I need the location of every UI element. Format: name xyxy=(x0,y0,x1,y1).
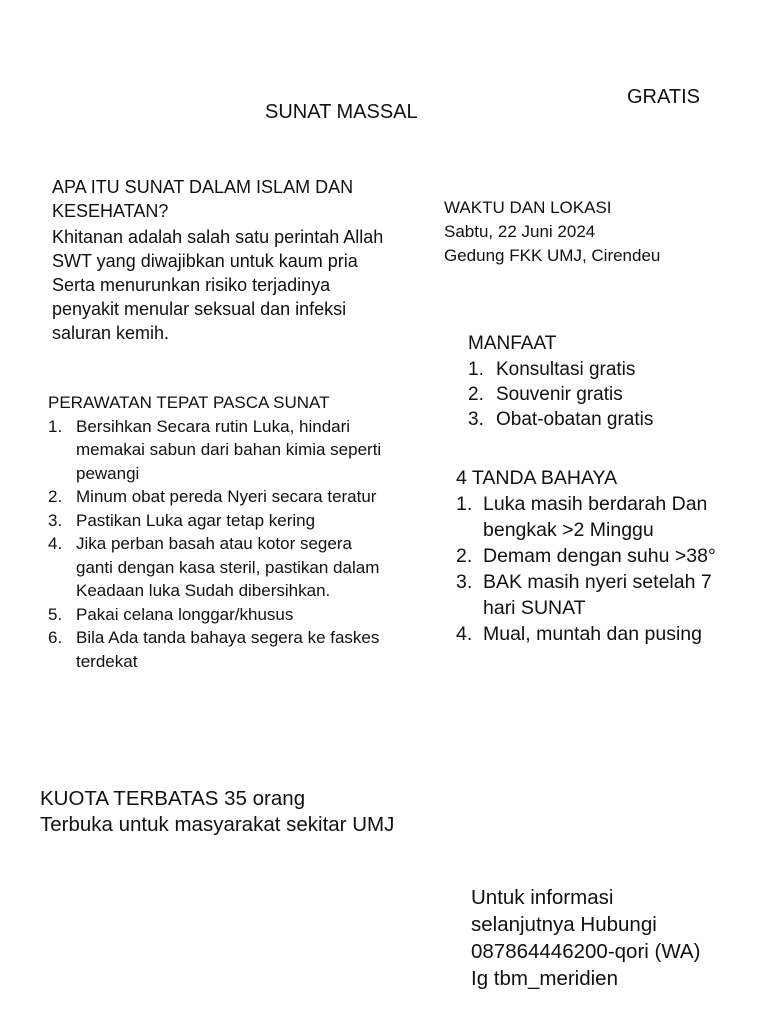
benefit-label: Konsultasi gratis xyxy=(496,359,636,380)
list-number: 5. xyxy=(48,604,63,624)
schedule-heading: WAKTU DAN LOKASI xyxy=(444,198,612,217)
benefit-item xyxy=(468,357,748,382)
benefit-label: Souvenir gratis xyxy=(496,384,623,405)
aftercare-text: Pakai celana longgar/khusus xyxy=(76,604,294,624)
danger-item xyxy=(456,621,746,647)
benefit-item xyxy=(468,407,748,432)
aftercare-item xyxy=(48,603,388,627)
schedule-section xyxy=(444,196,744,268)
list-number: 3. xyxy=(456,571,473,593)
free-badge-text: GRATIS xyxy=(627,86,700,108)
list-number: 6. xyxy=(48,628,63,647)
list-number: 2. xyxy=(48,487,63,506)
aftercare-item xyxy=(48,532,388,603)
list-number: 2. xyxy=(468,384,484,405)
aftercare-text: Pastikan Luka agar tetap kering xyxy=(76,510,316,530)
page-title: SUNAT MASSAL xyxy=(265,101,418,123)
danger-text: Luka masih berdarah Dan bengkak >2 Minggu xyxy=(483,493,708,541)
list-number: 1. xyxy=(48,416,63,436)
aftercare-text: Bersihkan Secara rutin Luka, hindari memakai sabun dari bahan kimia seperti pewangi xyxy=(76,416,382,483)
quota-section xyxy=(40,786,394,838)
danger-item xyxy=(456,491,746,543)
list-number: 4. xyxy=(48,534,63,553)
danger-item xyxy=(456,569,746,621)
contact-phone: 087864446200-qori (WA) xyxy=(471,940,701,963)
quota-line-2: Terbuka untuk masyarakat sekitar UMJ xyxy=(40,813,395,836)
danger-list xyxy=(456,491,746,647)
aftercare-heading: PERAWATAN TEPAT PASCA SUNAT xyxy=(48,393,330,412)
benefits-heading: MANFAAT xyxy=(468,333,557,354)
about-body: Khitanan adalah salah satu perintah Allah SWT yang diwajibkan untuk kaum pria Serta menurunkan risiko terjadinya penyakit menular seksual dan infeksi saluran kemih. xyxy=(52,227,384,343)
aftercare-list xyxy=(48,415,388,674)
schedule-place: Gedung FKK UMJ, Cirendeu xyxy=(444,246,661,265)
contact-line-1: Untuk informasi xyxy=(471,886,614,909)
danger-text: Demam dengan suhu >38° xyxy=(483,545,716,567)
aftercare-item xyxy=(48,415,388,486)
schedule-date: Sabtu, 22 Juni 2024 xyxy=(444,222,596,241)
aftercare-item xyxy=(48,485,388,509)
danger-text: Mual, muntah dan pusing xyxy=(483,623,702,645)
contact-instagram: Ig tbm_meridien xyxy=(471,967,618,990)
contact-section xyxy=(471,884,700,992)
list-number: 3. xyxy=(48,510,63,530)
list-number: 2. xyxy=(456,545,473,567)
list-number: 1. xyxy=(468,359,484,380)
benefit-label: Obat-obatan gratis xyxy=(496,409,654,430)
danger-item xyxy=(456,543,746,569)
list-number: 3. xyxy=(468,409,484,430)
aftercare-text: Bila Ada tanda bahaya segera ke faskes terdekat xyxy=(76,628,380,671)
aftercare-section xyxy=(48,391,388,673)
danger-section xyxy=(456,465,746,647)
danger-text: BAK masih nyeri setelah 7 hari SUNAT xyxy=(483,571,712,619)
about-section xyxy=(52,175,397,345)
benefit-item xyxy=(468,382,748,407)
benefits-list xyxy=(468,357,748,432)
benefits-section xyxy=(468,331,748,432)
aftercare-text: Minum obat pereda Nyeri secara teratur xyxy=(76,487,377,506)
about-heading: APA ITU SUNAT DALAM ISLAM DAN KESEHATAN? xyxy=(52,177,354,221)
danger-heading: 4 TANDA BAHAYA xyxy=(456,467,618,489)
aftercare-item xyxy=(48,626,388,673)
list-number: 4. xyxy=(456,623,473,645)
quota-line-1: KUOTA TERBATAS 35 orang xyxy=(40,787,306,810)
aftercare-text: Jika perban basah atau kotor segera ganti dengan kasa steril, pastikan dalam Keadaan luka Sudah dibersihkan. xyxy=(76,534,380,600)
contact-line-2: selanjutnya Hubungi xyxy=(471,913,657,936)
aftercare-item xyxy=(48,509,388,533)
list-number: 1. xyxy=(456,493,473,515)
